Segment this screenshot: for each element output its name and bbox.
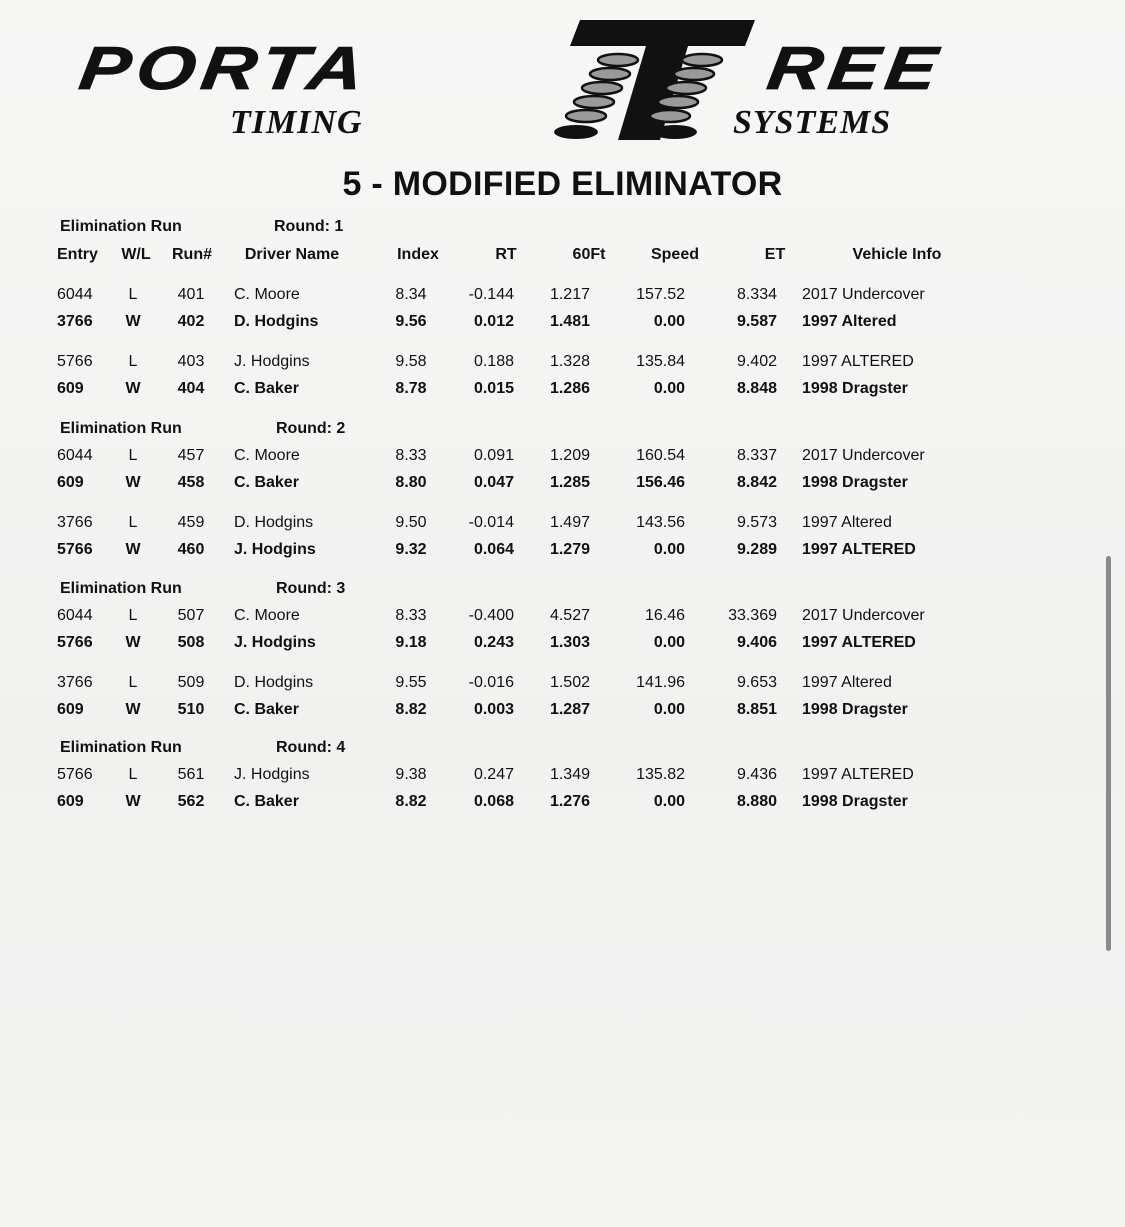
cell-speed: 141.96 (636, 674, 685, 691)
cell-index: 8.82 (395, 701, 427, 718)
header-index: Index (397, 246, 439, 263)
cell-driver: D. Hodgins (234, 514, 314, 531)
cell-et: 8.337 (736, 447, 777, 464)
cell-rt: 0.243 (473, 634, 514, 651)
round-label: Round: 3 (276, 580, 346, 597)
logo-word-timing: TIMING (230, 104, 363, 141)
cell-vehicle: 1997 ALTERED (802, 634, 916, 651)
cell-vehicle: 2017 Undercover (802, 607, 925, 624)
cell-rt: 0.064 (473, 541, 514, 558)
table-row (0, 353, 1125, 377)
cell-rt: -0.014 (468, 514, 514, 531)
portatree-logo (75, 12, 1055, 147)
header-sixty: 60Ft (572, 246, 606, 263)
cell-speed: 0.00 (653, 634, 685, 651)
cell-wl: W (125, 313, 141, 330)
cell-sixty: 1.497 (549, 514, 590, 531)
cell-driver: C. Baker (234, 474, 299, 491)
cell-et: 8.334 (736, 286, 777, 303)
cell-index: 8.82 (395, 793, 427, 810)
cell-rt: 0.188 (473, 353, 514, 370)
round-label: Round: 2 (276, 420, 346, 437)
table-row (0, 634, 1125, 658)
cell-driver: C. Moore (234, 447, 300, 464)
cell-driver: J. Hodgins (234, 353, 310, 370)
cell-index: 9.55 (395, 674, 427, 691)
logo-word-systems: SYSTEMS (733, 104, 892, 141)
cell-et: 33.369 (728, 607, 777, 624)
cell-wl: W (125, 474, 141, 491)
elimination-run-label: Elimination Run (60, 420, 182, 437)
header-vehicle: Vehicle Info (852, 246, 942, 263)
header-entry: Entry (57, 246, 98, 263)
table-row (0, 674, 1125, 698)
cell-run: 402 (177, 313, 205, 330)
cell-wl: W (125, 634, 141, 651)
cell-vehicle: 1998 Dragster (802, 380, 908, 397)
header-rt: RT (495, 246, 517, 263)
cell-et: 8.848 (736, 380, 777, 397)
cell-vehicle: 1997 ALTERED (802, 353, 914, 370)
cell-speed: 0.00 (653, 380, 685, 397)
table-row (0, 474, 1125, 498)
cell-index: 9.58 (395, 353, 427, 370)
cell-driver: J. Hodgins (234, 541, 316, 558)
cell-rt: -0.016 (468, 674, 514, 691)
cell-wl: L (128, 674, 138, 691)
cell-vehicle: 1997 ALTERED (802, 766, 914, 783)
column-headers (0, 246, 1125, 270)
cell-wl: L (128, 447, 138, 464)
cell-rt: 0.015 (473, 380, 514, 397)
table-row (0, 541, 1125, 565)
cell-et: 9.436 (736, 766, 777, 783)
cell-entry: 5766 (57, 541, 93, 558)
cell-vehicle: 2017 Undercover (802, 447, 925, 464)
table-row (0, 313, 1125, 337)
cell-sixty: 1.217 (549, 286, 590, 303)
header-et: ET (764, 246, 786, 263)
cell-sixty: 1.287 (549, 701, 590, 718)
cell-run: 507 (177, 607, 205, 624)
cell-sixty: 1.209 (549, 447, 590, 464)
table-row (0, 766, 1125, 790)
cell-entry: 609 (57, 380, 84, 397)
cell-vehicle: 1997 ALTERED (802, 541, 916, 558)
cell-vehicle: 2017 Undercover (802, 286, 925, 303)
round-label: Round: 4 (276, 739, 346, 756)
cell-et: 9.587 (736, 313, 777, 330)
cell-run: 401 (177, 286, 205, 303)
cell-index: 9.56 (395, 313, 427, 330)
cell-entry: 3766 (57, 674, 93, 691)
cell-driver: D. Hodgins (234, 674, 314, 691)
cell-driver: C. Moore (234, 607, 300, 624)
cell-entry: 609 (57, 793, 84, 810)
page-title: 5 - MODIFIED ELIMINATOR (342, 165, 783, 203)
cell-et: 9.406 (736, 634, 777, 651)
cell-index: 8.78 (395, 380, 427, 397)
cell-sixty: 1.328 (549, 353, 590, 370)
cell-wl: L (128, 514, 138, 531)
cell-run: 508 (177, 634, 205, 651)
cell-run: 457 (177, 447, 205, 464)
cell-driver: D. Hodgins (234, 313, 319, 330)
cell-speed: 135.84 (636, 353, 685, 370)
cell-et: 9.653 (736, 674, 777, 691)
cell-driver: C. Moore (234, 286, 300, 303)
cell-rt: 0.247 (473, 766, 514, 783)
round-section-header (0, 420, 1125, 444)
table-row (0, 514, 1125, 538)
cell-et: 9.402 (736, 353, 777, 370)
cell-sixty: 1.502 (549, 674, 590, 691)
cell-speed: 143.56 (636, 514, 685, 531)
cell-vehicle: 1997 Altered (802, 313, 897, 330)
cell-run: 509 (177, 674, 205, 691)
table-row (0, 380, 1125, 404)
round-section-header (0, 739, 1125, 763)
cell-entry: 5766 (57, 634, 93, 651)
cell-wl: L (128, 286, 138, 303)
cell-speed: 156.46 (636, 474, 685, 491)
cell-wl: W (125, 793, 141, 810)
elimination-run-label: Elimination Run (60, 580, 182, 597)
table-row (0, 607, 1125, 631)
cell-rt: 0.047 (473, 474, 514, 491)
cell-driver: J. Hodgins (234, 766, 310, 783)
cell-speed: 0.00 (653, 793, 685, 810)
cell-run: 403 (177, 353, 205, 370)
cell-sixty: 1.276 (549, 793, 590, 810)
cell-sixty: 1.279 (549, 541, 590, 558)
cell-sixty: 1.286 (549, 380, 590, 397)
table-row (0, 793, 1125, 817)
cell-speed: 160.54 (636, 447, 685, 464)
header-wl: W/L (121, 246, 151, 263)
cell-wl: L (128, 766, 138, 783)
cell-index: 8.80 (395, 474, 427, 491)
cell-wl: W (125, 380, 141, 397)
cell-sixty: 1.303 (549, 634, 590, 651)
cell-entry: 5766 (57, 766, 93, 783)
cell-speed: 135.82 (636, 766, 685, 783)
cell-wl: L (128, 607, 138, 624)
cell-rt: -0.144 (468, 286, 514, 303)
cell-et: 9.289 (736, 541, 777, 558)
cell-index: 9.18 (395, 634, 427, 651)
elimination-run-label: Elimination Run (60, 739, 182, 756)
cell-run: 510 (177, 701, 205, 718)
cell-driver: C. Baker (234, 701, 299, 718)
cell-rt: 0.012 (473, 313, 514, 330)
cell-entry: 6044 (57, 286, 93, 303)
cell-speed: 0.00 (653, 701, 685, 718)
header-driver: Driver Name (244, 246, 340, 263)
cell-et: 8.880 (736, 793, 777, 810)
header-speed: Speed (650, 246, 699, 263)
cell-index: 9.32 (395, 541, 427, 558)
round-label: Round: 1 (274, 218, 344, 235)
cell-sixty: 1.285 (549, 474, 590, 491)
cell-vehicle: 1998 Dragster (802, 701, 908, 718)
cell-vehicle: 1997 Altered (802, 674, 892, 691)
cell-run: 460 (177, 541, 205, 558)
cell-entry: 3766 (57, 313, 93, 330)
logo-word-porta: PORTA (75, 34, 374, 103)
cell-wl: W (125, 701, 141, 718)
cell-speed: 157.52 (636, 286, 685, 303)
cell-entry: 5766 (57, 353, 93, 370)
cell-speed: 0.00 (653, 313, 685, 330)
cell-driver: C. Baker (234, 793, 299, 810)
cell-et: 8.842 (736, 474, 777, 491)
cell-driver: J. Hodgins (234, 634, 316, 651)
table-row (0, 286, 1125, 310)
cell-index: 8.34 (395, 286, 427, 303)
cell-rt: 0.091 (473, 447, 514, 464)
round-section-header (0, 580, 1125, 604)
table-row (0, 447, 1125, 471)
cell-entry: 6044 (57, 607, 93, 624)
cell-driver: C. Baker (234, 380, 299, 397)
cell-run: 459 (177, 514, 205, 531)
cell-rt: 0.003 (473, 701, 514, 718)
cell-run: 562 (177, 793, 205, 810)
cell-index: 8.33 (395, 607, 427, 624)
round-section-header (0, 218, 1125, 242)
scrollbar[interactable] (1106, 556, 1111, 951)
cell-sixty: 4.527 (549, 607, 590, 624)
cell-entry: 609 (57, 701, 84, 718)
cell-wl: L (128, 353, 138, 370)
cell-vehicle: 1998 Dragster (802, 474, 908, 491)
cell-sixty: 1.481 (549, 313, 590, 330)
cell-et: 9.573 (736, 514, 777, 531)
cell-index: 8.33 (395, 447, 427, 464)
logo-word-ree: REE (763, 34, 948, 103)
cell-entry: 609 (57, 474, 84, 491)
cell-run: 458 (177, 474, 205, 491)
cell-sixty: 1.349 (549, 766, 590, 783)
cell-index: 9.38 (395, 766, 427, 783)
cell-vehicle: 1997 Altered (802, 514, 892, 531)
cell-index: 9.50 (395, 514, 427, 531)
cell-run: 404 (177, 380, 205, 397)
cell-speed: 16.46 (644, 607, 685, 624)
cell-rt: -0.400 (468, 607, 514, 624)
header-run: Run# (172, 246, 212, 263)
cell-et: 8.851 (736, 701, 777, 718)
elimination-run-label: Elimination Run (60, 218, 182, 235)
table-row (0, 701, 1125, 725)
cell-entry: 3766 (57, 514, 93, 531)
cell-wl: W (125, 541, 141, 558)
cell-rt: 0.068 (473, 793, 514, 810)
cell-speed: 0.00 (653, 541, 685, 558)
cell-entry: 6044 (57, 447, 93, 464)
cell-vehicle: 1998 Dragster (802, 793, 908, 810)
cell-run: 561 (177, 766, 205, 783)
